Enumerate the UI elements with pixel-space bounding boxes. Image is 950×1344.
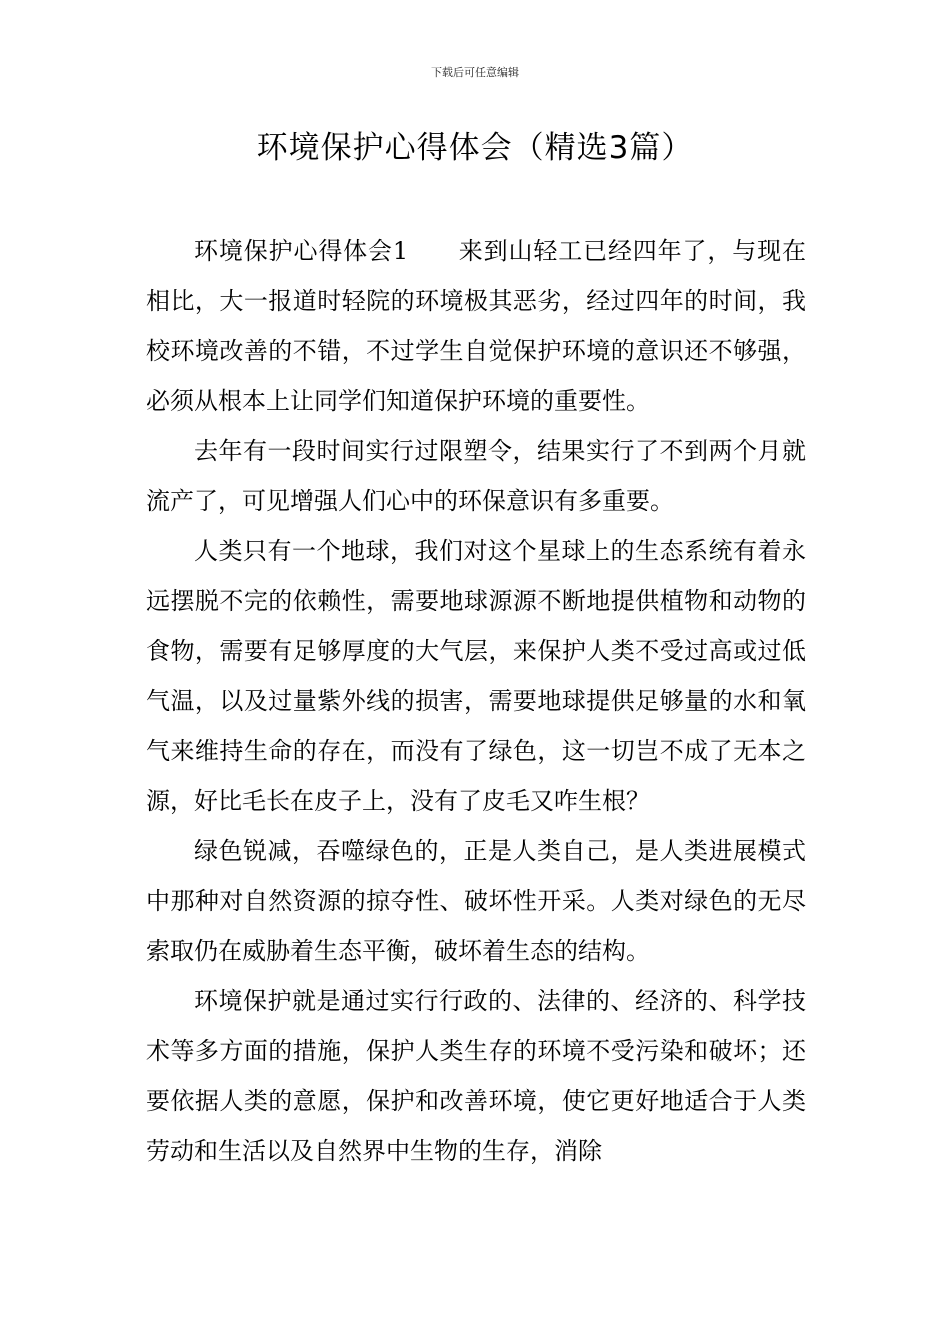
body-paragraph: 环境保护心得体会1 来到山轻工已经四年了，与现在相比，大一报道时轻院的环境极其恶劣，经过四年的时间，我校环境改善的不错，不过学生自觉保护环境的意识还不够强，必须从根本上让同学们知道保护环境的重要性。 xyxy=(146,237,806,415)
document-title: 环境保护心得体会（精选3篇） xyxy=(256,130,694,166)
body-paragraph: 去年有一段时间实行过限塑令，结果实行了不到两个月就流产了，可见增强人们心中的环保意识有多重要。 xyxy=(146,437,806,515)
body-paragraph: 人类只有一个地球，我们对这个星球上的生态系统有着永远摆脱不完的依赖性，需要地球源源不断地提供植物和动物的食物，需要有足够厚度的大气层，来保护人类不受过高或过低气温，以及过量紫外线的损害，需要地球提供足够量的水和氧气来维持生命的存在，而没有了绿色，这一切岂不成了无本之源，好比毛长在皮子上，没有了皮毛又咋生根？ xyxy=(146,537,806,815)
header-note: 下载后可任意编辑 xyxy=(431,66,519,79)
document-body xyxy=(146,226,806,1176)
body-paragraph: 环境保护就是通过实行行政的、法律的、经济的、科学技术等多方面的措施，保护人类生存的环境不受污染和破坏；还要依据人类的意愿，保护和改善环境，使它更好地适合于人类劳动和生活以及自然界中生物的生存，消除 xyxy=(146,987,806,1165)
body-paragraph: 绿色锐减，吞噬绿色的，正是人类自己，是人类进展模式中那种对自然资源的掠夺性、破坏性开采。人类对绿色的无尽索取仍在威胁着生态平衡，破坏着生态的结构。 xyxy=(146,837,806,965)
